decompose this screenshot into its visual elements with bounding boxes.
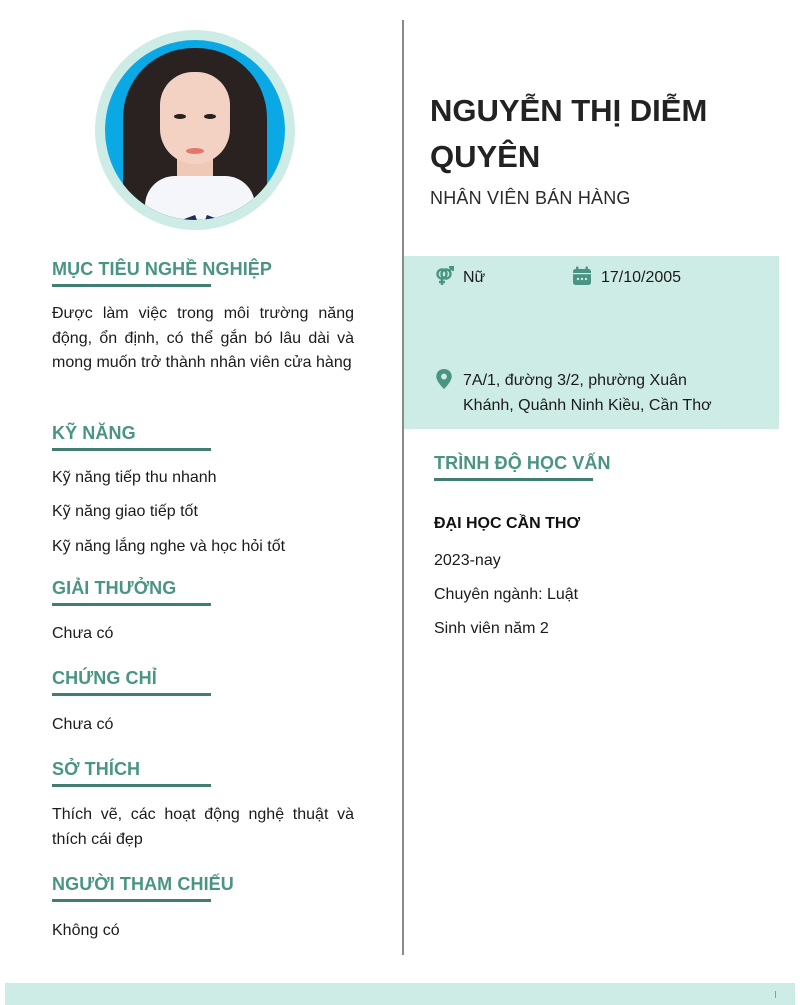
section-title: TRÌNH ĐỘ HỌC VẤN xyxy=(434,453,611,473)
address-row xyxy=(433,368,733,418)
section-title: MỤC TIÊU NGHỀ NGHIỆP xyxy=(52,259,273,279)
objective-text: Được làm việc trong môi trường năng động, ổn định, có thể gắn bó lâu dài và mong muốn trở thành nhân viên cửa hàng xyxy=(52,305,354,371)
section-title: KỸ NĂNG xyxy=(52,423,136,443)
personal-info-panel xyxy=(404,256,779,429)
candidate-name: NGUYỄN THỊ DIỄM QUYÊN xyxy=(430,93,708,174)
section-underline xyxy=(52,448,211,451)
section-title: CHỨNG CHỈ xyxy=(52,668,157,688)
awards-text: Chưa có xyxy=(52,625,114,642)
section-title: GIẢI THƯỞNG xyxy=(52,578,177,598)
section-underline xyxy=(434,478,593,481)
column-divider xyxy=(402,20,404,955)
footer-mark xyxy=(775,991,776,998)
section-title: NGƯỜI THAM CHIẾU xyxy=(52,874,234,894)
certificates-text: Chưa có xyxy=(52,716,114,733)
section-hobbies xyxy=(52,758,354,852)
map-marker-icon xyxy=(433,368,455,390)
birthday-value: 17/10/2005 xyxy=(601,269,682,286)
section-underline xyxy=(52,693,211,696)
section-underline xyxy=(52,899,211,902)
references-text: Không có xyxy=(52,922,120,939)
school-name: ĐẠI HỌC CẦN THƠ xyxy=(434,515,581,532)
section-underline xyxy=(52,603,211,606)
section-references xyxy=(52,873,354,941)
section-skills xyxy=(52,422,354,557)
footer-band xyxy=(5,983,795,1005)
address-value: 7A/1, đường 3/2, phường Xuân Khánh, Quânh Ninh Kiều, Cần Thơ xyxy=(463,372,712,414)
gender-icon xyxy=(433,265,455,287)
section-education xyxy=(434,452,754,637)
job-title: NHÂN VIÊN BÁN HÀNG xyxy=(430,188,631,208)
study-year: Sinh viên năm 2 xyxy=(434,620,549,637)
calendar-icon xyxy=(571,265,593,287)
skill-item: Kỹ năng lắng nghe và học hỏi tốt xyxy=(52,538,286,555)
section-underline xyxy=(52,784,211,787)
skill-item: Kỹ năng tiếp thu nhanh xyxy=(52,469,217,486)
hobbies-text: Thích vẽ, các hoạt động nghệ thuật và thích cái đẹp xyxy=(52,806,354,848)
section-underline xyxy=(52,284,211,287)
skill-item: Kỹ năng giao tiếp tốt xyxy=(52,503,198,520)
section-awards xyxy=(52,577,354,644)
section-objective xyxy=(52,258,354,376)
major: Chuyên ngành: Luật xyxy=(434,586,579,603)
gender-row xyxy=(433,265,485,290)
gender-value: Nữ xyxy=(463,269,486,286)
birthday-row xyxy=(571,265,681,290)
avatar-frame xyxy=(95,30,295,230)
avatar xyxy=(105,40,285,220)
study-period: 2023-nay xyxy=(434,552,501,569)
section-title: SỞ THÍCH xyxy=(52,759,141,779)
section-certificates xyxy=(52,667,354,735)
